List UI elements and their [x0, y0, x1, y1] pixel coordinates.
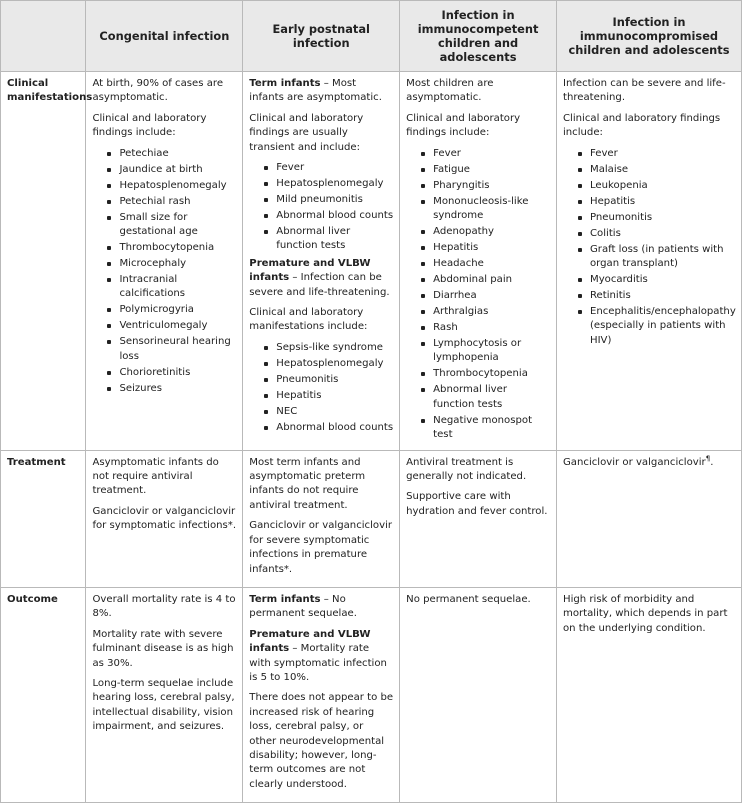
list-item: Hepatitis [276, 389, 393, 403]
row-outcome [1, 587, 742, 802]
list-item: Myocarditis [590, 273, 735, 287]
term-infants-label: Term infants [249, 78, 321, 89]
finding-list [92, 147, 236, 397]
header-early-postnatal: Early postnatal infection [243, 1, 400, 72]
text: – Infection can be severe and life-threatening. [249, 272, 390, 298]
header-congenital: Congenital infection [86, 1, 243, 72]
preterm-infants-label: Premature and VLBW infants [249, 628, 371, 655]
text: Antiviral treatment is generally not indicated. [406, 456, 527, 483]
text: Ganciclovir or valganciclovir for symptomatic infections*. [92, 505, 237, 532]
cell-clinical-immunocompetent [400, 72, 557, 451]
list-item: Jaundice at birth [119, 163, 236, 177]
header-corner [1, 1, 86, 72]
text [249, 593, 393, 622]
text: Clinical and laboratory findings include: [92, 112, 207, 139]
cell-clinical-congenital [86, 72, 243, 451]
cell-treatment-early [243, 450, 400, 587]
list-item: Small size for gestational age [119, 211, 236, 240]
list-item: Hepatitis [433, 241, 550, 255]
cell-treatment-immunocompromised [556, 450, 741, 587]
list-item: Polymicrogyria [119, 303, 236, 317]
list-item: Leukopenia [590, 179, 735, 193]
cell-treatment-congenital [86, 450, 243, 587]
header-immunocompromised: Infection in immunocompromised children and adolescents [556, 1, 741, 72]
text: Infection can be severe and life-threatening. [562, 78, 726, 104]
list-item: Malaise [590, 163, 735, 177]
cell-treatment-immunocompetent [400, 450, 557, 587]
text: – Mortality rate with symptomatic infection is 5 to 10%. [249, 643, 387, 683]
finding-list [406, 147, 550, 443]
list-item: Thrombocytopenia [119, 241, 236, 255]
list-item: Abdominal pain [433, 273, 550, 287]
text: Clinical and laboratory findings include: [562, 112, 721, 139]
text: At birth, 90% of cases are asymptomatic. [92, 78, 224, 104]
list-item: Thrombocytopenia [433, 367, 550, 381]
cell-outcome-congenital [86, 587, 243, 802]
row-treatment [1, 450, 742, 587]
header-row [1, 1, 742, 72]
row-label-outcome: Outcome [1, 587, 86, 802]
list-item: Retinitis [590, 289, 735, 303]
list-item: Fever [590, 147, 735, 161]
list-item: Pneumonitis [590, 211, 735, 225]
list-item: Encephalitis/encephalopathy (especially in patients with HIV) [590, 305, 735, 348]
list-item: Abnormal blood counts [276, 209, 393, 223]
list-item: Hepatitis [590, 195, 735, 209]
cell-outcome-immunocompetent [400, 587, 557, 802]
list-item: Microcephaly [119, 257, 236, 271]
finding-list [249, 341, 393, 435]
list-item: Graft loss (in patients with organ transplant) [590, 243, 735, 272]
text: Overall mortality rate is 4 to 8%. [92, 593, 236, 620]
text [563, 456, 735, 470]
finding-list [563, 147, 735, 349]
footnote-mark: ¶ [705, 454, 711, 463]
text: Clinical and laboratory findings include: [406, 112, 521, 139]
list-item: Intracranial calcifications [119, 273, 236, 302]
cell-outcome-immunocompromised [556, 587, 741, 802]
list-item: Chorioretinitis [119, 366, 236, 380]
text: Clinical and laboratory findings are usually transient and include: [249, 112, 364, 153]
text: Mortality rate with severe fulminant disease is as high as 30%. [92, 628, 234, 669]
cell-clinical-immunocompromised [556, 72, 741, 451]
list-item: Adenopathy [433, 225, 550, 239]
row-label-clinical: Clinical manifestations [1, 72, 86, 451]
text: Long-term sequelae include hearing loss, cerebral palsy, intellectual disability, vision impairment, and seizures. [92, 677, 235, 733]
list-item: Seizures [119, 382, 236, 396]
list-item: Sepsis-like syndrome [276, 341, 393, 355]
list-item: Mild pneumonitis [276, 193, 393, 207]
text: Ganciclovir or valganciclovir [562, 456, 706, 468]
list-item: Sensorineural hearing loss [119, 335, 236, 364]
list-item: Lymphocytosis or lymphopenia [433, 337, 550, 366]
list-item: Hepatosplenomegaly [276, 357, 393, 371]
text [249, 628, 393, 686]
list-item: Pneumonitis [276, 373, 393, 387]
cell-outcome-early [243, 587, 400, 802]
header-immunocompetent: Infection in immunocompetent children and adolescents [400, 1, 557, 72]
term-infants-label: Term infants [249, 593, 321, 605]
text [249, 257, 393, 300]
text: Clinical and laboratory manifestations include: [249, 307, 368, 333]
list-item: Abnormal blood counts [276, 421, 393, 435]
list-item: Mononucleosis-like syndrome [433, 195, 550, 224]
list-item: Hepatosplenomegaly [119, 179, 236, 193]
list-item: Arthralgias [433, 305, 550, 319]
list-item: Headache [433, 257, 550, 271]
list-item: Hepatosplenomegaly [276, 177, 393, 191]
list-item: Ventriculomegaly [119, 319, 236, 333]
text: . [710, 456, 714, 468]
list-item: Petechial rash [119, 195, 236, 209]
row-label-treatment: Treatment [1, 450, 86, 587]
text: Ganciclovir or valganciclovir for severe symptomatic infections in premature infants*. [249, 520, 393, 575]
list-item: Fever [276, 161, 393, 175]
list-item: Rash [433, 321, 550, 335]
text: – No permanent sequelae. [249, 593, 357, 620]
text [249, 77, 393, 106]
cell-clinical-early [243, 72, 400, 451]
text: High risk of morbidity and mortality, which depends in part on the underlying condition. [562, 593, 728, 634]
finding-list [249, 161, 393, 254]
list-item: Negative monospot test [433, 414, 550, 443]
list-item: Diarrhea [433, 289, 550, 303]
text: There does not appear to be increased risk of hearing loss, cerebral palsy, or other neurodevelopmental disability; however, long-term outcomes are not clearly understood. [249, 692, 394, 790]
list-item: Petechiae [119, 147, 236, 161]
text: – Most infants are asymptomatic. [249, 78, 382, 104]
list-item: Abnormal liver function tests [433, 383, 550, 412]
list-item: Fatigue [433, 163, 550, 177]
text: Asymptomatic infants do not require antiviral treatment. [92, 456, 219, 497]
list-item: NEC [276, 405, 393, 419]
text: Most term infants and asymptomatic preterm infants do not require antiviral treatment. [249, 456, 366, 511]
preterm-infants-label: Premature and VLBW infants [249, 257, 371, 284]
list-item: Fever [433, 147, 550, 161]
text: No permanent sequelae. [406, 593, 531, 605]
list-item: Colitis [590, 227, 735, 241]
text: Supportive care with hydration and fever control. [406, 491, 548, 517]
row-clinical-manifestations [1, 72, 742, 451]
list-item: Abnormal liver function tests [276, 225, 393, 254]
list-item: Pharyngitis [433, 179, 550, 193]
text: Most children are asymptomatic. [406, 78, 494, 104]
